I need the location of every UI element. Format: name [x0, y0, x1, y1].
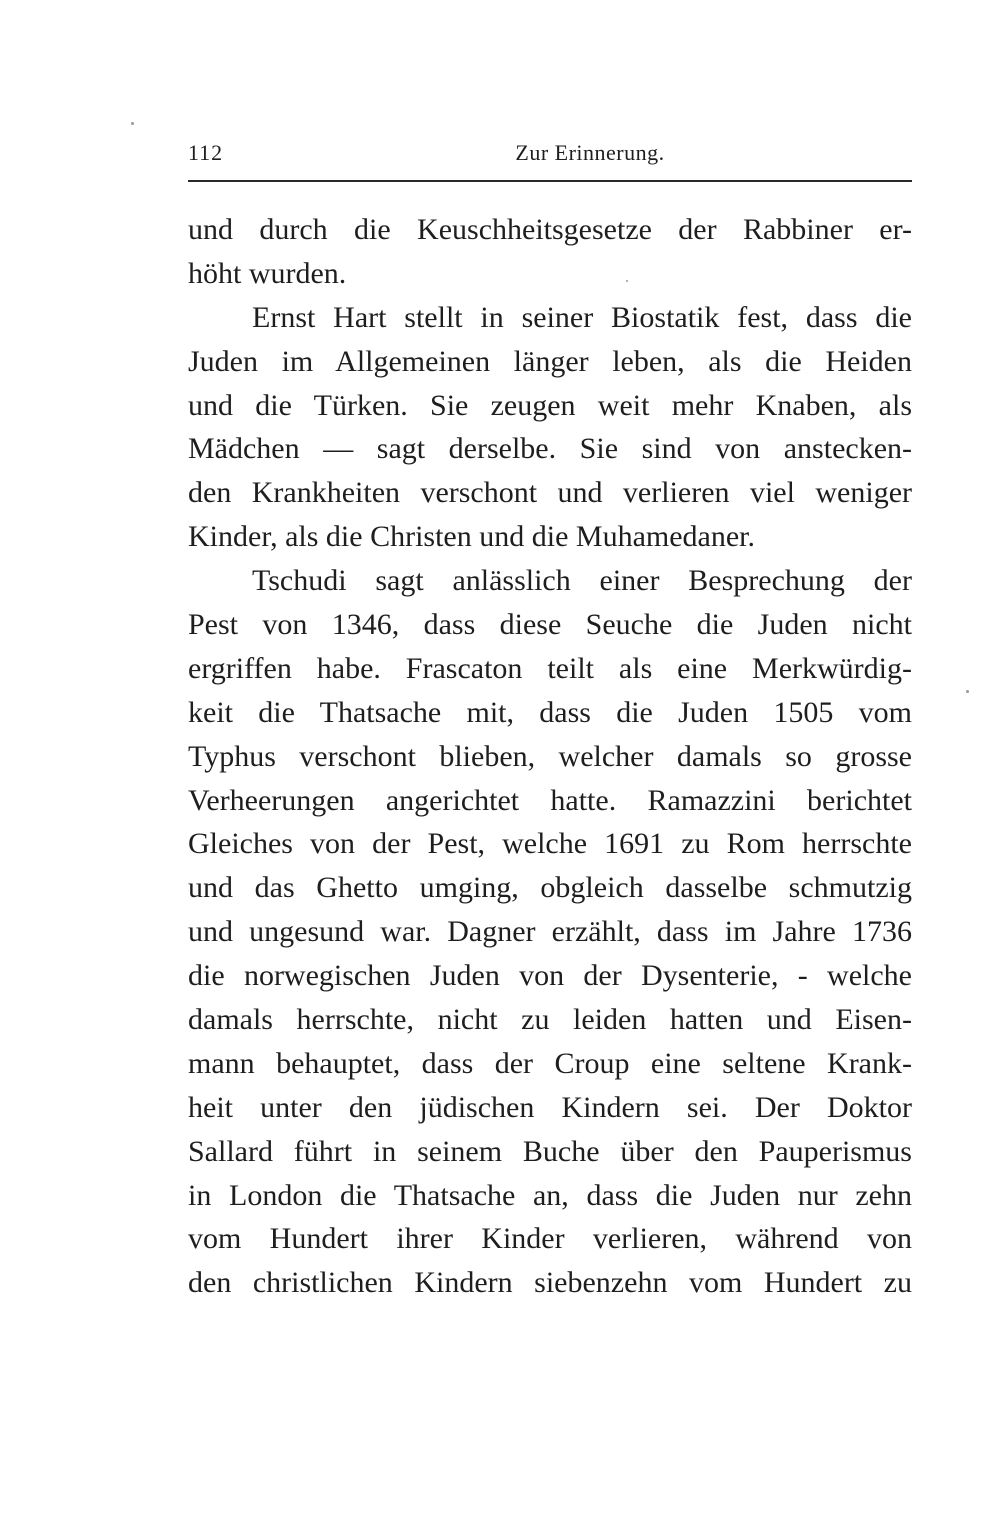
paper-speck [131, 122, 134, 125]
paper-speck [966, 690, 969, 693]
text-line: Verheerungen angerichtet hatte. Ramazzini berichtet [188, 783, 912, 817]
text-line: in London die Thatsache an, dass die Juden nur zehn [188, 1178, 912, 1212]
text-line: keit die Thatsache mit, dass die Juden 1505 vom [188, 695, 912, 729]
text-line: und die Türken. Sie zeugen weit mehr Knaben, als [188, 388, 912, 422]
text-line: den christlichen Kindern siebenzehn vom Hundert zu [188, 1266, 912, 1300]
body-text [188, 208, 912, 1305]
page-header [188, 140, 912, 176]
text-line: vom Hundert ihrer Kinder verlieren, während von [188, 1222, 912, 1256]
text-line: den Krankheiten verschont und verlieren viel weniger [188, 476, 912, 510]
header-rule [188, 180, 912, 182]
text-line: damals herrschte, nicht zu leiden hatten und Eisen- [188, 1003, 912, 1037]
text-line: heit unter den jüdischen Kindern sei. Der Doktor [188, 1090, 912, 1124]
text-line: Ernst Hart stellt in seiner Biostatik fest, dass die [252, 300, 912, 334]
text-line: Pest von 1346, dass diese Seuche die Juden nicht [188, 608, 912, 642]
text-line: und ungesund war. Dagner erzählt, dass im Jahre 1736 [188, 915, 912, 949]
running-title: Zur Erinnerung. [515, 140, 665, 165]
text-line: ergriffen habe. Frascaton teilt als eine Merkwürdig- [188, 651, 912, 685]
text-line: und das Ghetto umging, obgleich dasselbe schmutzig [188, 871, 912, 905]
text-line: Tschudi sagt anlässlich einer Besprechung der [252, 564, 912, 598]
paper-speck [626, 280, 628, 282]
text-line: die norwegischen Juden von der Dysenterie, - welche [188, 959, 912, 993]
text-line: Gleiches von der Pest, welche 1691 zu Rom herrschte [188, 827, 912, 861]
text-line: mann behauptet, dass der Croup eine seltene Krank- [188, 1046, 912, 1080]
text-line: Sallard führt in seinem Buche über den Pauperismus [188, 1134, 912, 1168]
text-line: Kinder, als die Christen und die Muhamedaner. [188, 520, 755, 554]
text-line: höht wurden. [188, 256, 347, 290]
page-number: 112 [188, 140, 224, 165]
text-line: und durch die Keuschheitsgesetze der Rabbiner er- [188, 213, 912, 246]
text-line: Mädchen — sagt derselbe. Sie sind von anstecken- [188, 432, 912, 466]
text-line: Typhus verschont blieben, welcher damals so grosse [188, 739, 912, 773]
text-line: Juden im Allgemeinen länger leben, als die Heiden [188, 344, 912, 378]
